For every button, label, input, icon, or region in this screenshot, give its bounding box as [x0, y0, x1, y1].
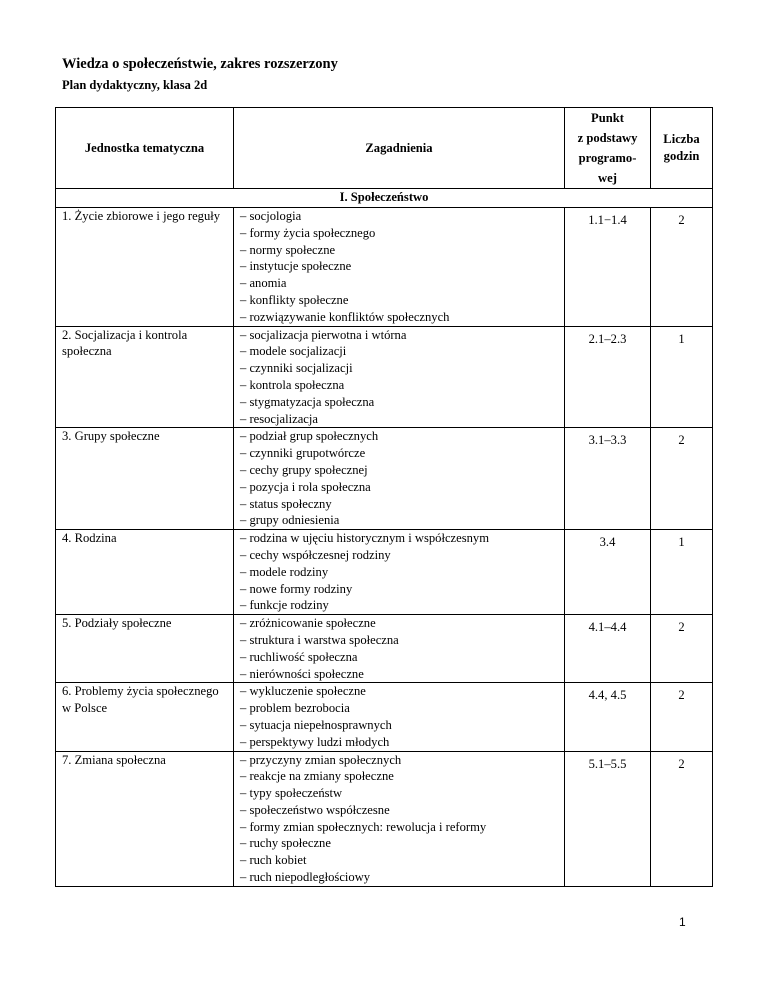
topics-cell	[234, 751, 565, 886]
document-subtitle: Plan dydaktyczny, klasa 2d	[62, 78, 208, 92]
hours-value: 2	[678, 756, 685, 771]
topics-cell	[234, 683, 565, 751]
topic-item: – przyczyny zmian społecznych	[240, 752, 402, 767]
topic-item: – grupy odniesienia	[240, 513, 340, 528]
points-cell	[565, 428, 651, 530]
header-hours-line: godzin	[663, 149, 700, 163]
header-points-line: z podstawy	[577, 131, 638, 145]
topic-item: – socjologia	[240, 209, 302, 223]
topic-item: – problem bezrobocia	[240, 701, 350, 716]
topic-item: – pozycja i rola społeczna	[240, 479, 371, 494]
unit-cell: 7. Zmiana społeczna	[56, 751, 234, 886]
topic-item: – czynniki socjalizacji	[240, 361, 353, 376]
table-row	[56, 683, 713, 751]
hours-cell	[651, 683, 713, 751]
header-unit: Jednostka tematyczna	[56, 108, 234, 189]
hours-cell	[651, 208, 713, 327]
topic-item: – modele rodziny	[240, 564, 329, 579]
hours-cell	[651, 615, 713, 683]
points-cell	[565, 326, 651, 428]
topic-item: – nierówności społeczne	[240, 666, 364, 681]
points-value: 4.1–4.4	[588, 620, 627, 635]
table-row	[56, 326, 713, 428]
table-row	[56, 615, 713, 683]
header-points	[565, 108, 651, 189]
topic-item: – rozwiązywanie konfliktów społecznych	[240, 309, 450, 324]
topic-item: – zróżnicowanie społeczne	[240, 616, 376, 631]
points-value: 1.1−1.4	[588, 213, 627, 227]
topic-item: – rodzina w ujęciu historycznym i współczesnym	[240, 531, 490, 546]
topic-item: – socjalizacja pierwotna i wtórna	[240, 327, 407, 342]
topic-item: – formy zmian społecznych: rewolucja i reformy	[240, 819, 487, 834]
unit-cell: 1. Życie zbiorowe i jego reguły	[56, 208, 234, 327]
topic-item: – struktura i warstwa społeczna	[240, 632, 399, 647]
unit-cell: 5. Podziały społeczne	[56, 615, 234, 683]
topic-item: – kontrola społeczna	[240, 377, 345, 392]
points-value: 3.4	[599, 535, 616, 550]
page-number: 1	[679, 915, 686, 929]
hours-value: 1	[678, 535, 685, 550]
section-row	[56, 189, 713, 208]
points-value: 2.1–2.3	[588, 331, 627, 346]
table-row	[56, 751, 713, 886]
header-topics: Zagadnienia	[234, 108, 565, 189]
topic-item: – funkcje rodziny	[240, 598, 329, 613]
topic-item: – społeczeństwo współczesne	[240, 802, 390, 817]
document-title: Wiedza o społeczeństwie, zakres rozszerzony	[62, 56, 338, 72]
topic-item: – konflikty społeczne	[240, 292, 349, 307]
unit-cell: 3. Grupy społeczne	[56, 428, 234, 530]
header-points-line: programo-	[578, 151, 637, 165]
hours-cell	[651, 428, 713, 530]
points-value: 4.4, 4.5	[588, 688, 627, 703]
unit-cell: 2. Socjalizacja i kontrola społeczna	[56, 326, 234, 428]
topic-item: – cechy grupy społecznej	[240, 462, 368, 477]
points-cell	[565, 683, 651, 751]
hours-value: 2	[678, 688, 685, 703]
topic-item: – typy społeczeństw	[240, 786, 343, 801]
points-cell	[565, 530, 651, 615]
table-row	[56, 530, 713, 615]
topic-item: – perspektywy ludzi młodych	[240, 734, 390, 749]
table-row	[56, 208, 713, 327]
unit-cell: 6. Problemy życia społecznego w Polsce	[56, 683, 234, 751]
table-row	[56, 428, 713, 530]
points-value: 5.1–5.5	[588, 756, 627, 771]
topic-item: – nowe formy rodziny	[240, 581, 353, 596]
points-cell	[565, 615, 651, 683]
topic-item: – czynniki grupotwórcze	[240, 446, 366, 461]
unit-cell: 4. Rodzina	[56, 530, 234, 615]
curriculum-table	[55, 107, 713, 887]
topic-item: – reakcje na zmiany społeczne	[240, 769, 394, 784]
topics-cell	[234, 326, 565, 428]
section-title: I. Społeczeństwo	[56, 189, 713, 208]
topics-cell	[234, 428, 565, 530]
topic-item: – status społeczny	[240, 496, 332, 511]
topic-item: – ruch kobiet	[240, 853, 307, 868]
topic-item: – resocjalizacja	[240, 411, 318, 426]
header-points-line: wej	[598, 171, 617, 185]
hours-value: 1	[678, 331, 685, 346]
topic-item: – stygmatyzacja społeczna	[240, 394, 375, 409]
points-value: 3.1–3.3	[588, 433, 627, 448]
topics-cell	[234, 208, 565, 327]
topic-item: – modele socjalizacji	[240, 344, 347, 359]
hours-value: 2	[678, 213, 685, 227]
hours-cell	[651, 326, 713, 428]
header-row	[56, 108, 713, 189]
header-hours	[651, 108, 713, 189]
hours-cell	[651, 530, 713, 615]
topic-item: – ruch niepodległościowy	[240, 870, 371, 885]
hours-value: 2	[678, 433, 685, 448]
topic-item: – wykluczenie społeczne	[240, 684, 366, 699]
topics-cell	[234, 615, 565, 683]
topic-item: – ruchliwość społeczna	[240, 649, 358, 664]
points-cell	[565, 208, 651, 327]
topic-item: – normy społeczne	[240, 242, 336, 257]
hours-value: 2	[678, 620, 685, 635]
topic-item: – sytuacja niepełnosprawnych	[240, 717, 392, 732]
points-cell	[565, 751, 651, 886]
topic-item: – ruchy społeczne	[240, 836, 331, 851]
topic-item: – formy życia społecznego	[240, 225, 376, 240]
topic-item: – podział grup społecznych	[240, 429, 379, 444]
header-points-line: Punkt	[591, 111, 624, 125]
topics-cell	[234, 530, 565, 615]
hours-cell	[651, 751, 713, 886]
topic-item: – cechy współczesnej rodziny	[240, 547, 391, 562]
topic-item: – anomia	[240, 276, 287, 291]
header-hours-line: Liczba	[663, 132, 700, 147]
topic-item: – instytucje społeczne	[240, 259, 352, 274]
